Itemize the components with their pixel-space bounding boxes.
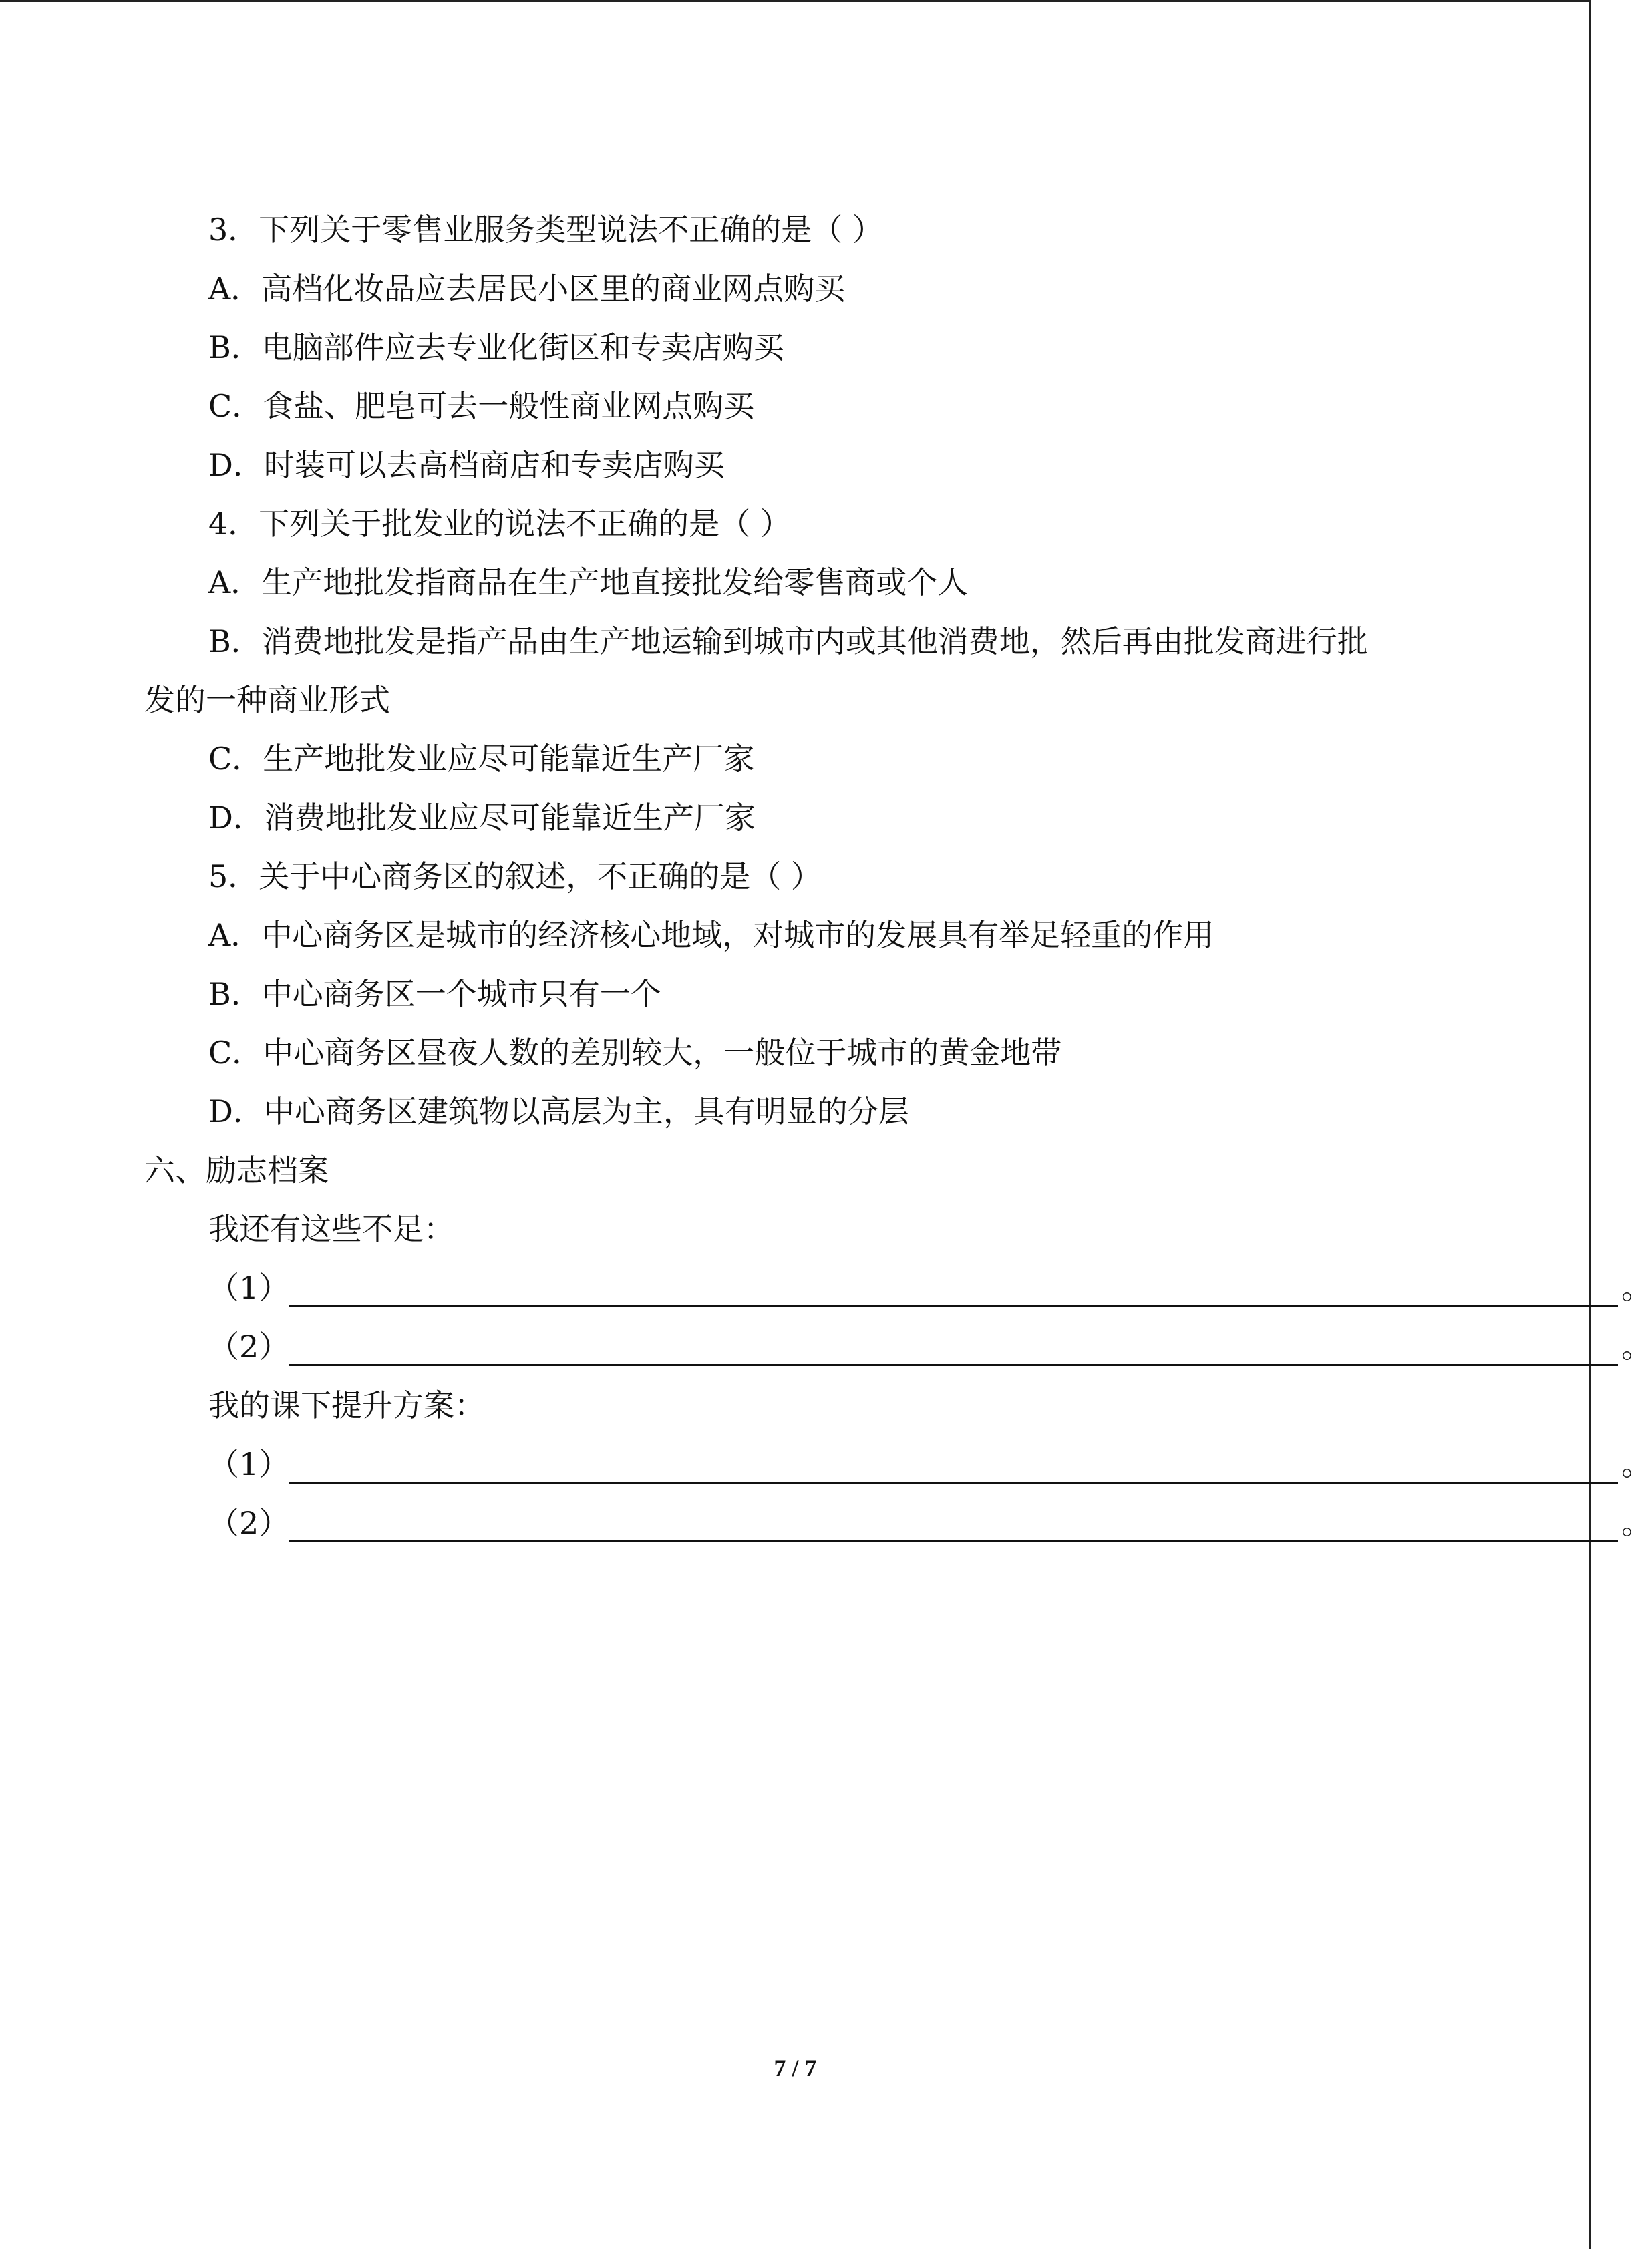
question-3-option-b: B．电脑部件应去专业化街区和专卖店购买 <box>208 329 784 365</box>
question-4-stem: 4．下列关于批发业的说法不正确的是（ ） <box>208 506 791 542</box>
plan-1-label: （1） <box>208 1446 290 1482</box>
plan-1-period: 。 <box>1621 1446 1652 1482</box>
question-4-option-b: B．消费地批发是指产品由生产地运输到城市内或其他消费地，然后再由批发商进行批 <box>208 623 1368 659</box>
shortcoming-2-label: （2） <box>208 1329 290 1365</box>
question-5-stem: 5．关于中心商务区的叙述，不正确的是（ ） <box>208 858 822 894</box>
shortcomings-label: 我还有这些不足： <box>208 1211 454 1247</box>
question-3-option-c: C．食盐、肥皂可去一般性商业网点购买 <box>208 388 755 424</box>
plan-2-label: （2） <box>208 1505 290 1541</box>
shortcoming-1-blank <box>289 1305 1618 1307</box>
question-5-option-a: A．中心商务区是城市的经济核心地域，对城市的发展具有举足轻重的作用 <box>208 917 1214 953</box>
plan-2-blank <box>289 1540 1618 1542</box>
section-title: 六、励志档案 <box>144 1152 329 1188</box>
shortcoming-2-blank <box>289 1364 1618 1366</box>
page-border-top <box>0 0 1591 2</box>
question-4-option-a: A．生产地批发指商品在生产地直接批发给零售商或个人 <box>208 564 969 600</box>
shortcoming-1-label: （1） <box>208 1270 290 1306</box>
shortcoming-1-period: 。 <box>1621 1270 1652 1306</box>
question-3-option-a: A．高档化妆品应去居民小区里的商业网点购买 <box>208 271 846 307</box>
plan-label: 我的课下提升方案： <box>208 1387 485 1423</box>
question-5-option-b: B．中心商务区一个城市只有一个 <box>208 976 661 1012</box>
plan-1-blank <box>289 1482 1618 1484</box>
question-4-option-c: C．生产地批发业应尽可能靠近生产厂家 <box>208 741 755 777</box>
question-5-option-c: C．中心商务区昼夜人数的差别较大，一般位于城市的黄金地带 <box>208 1035 1062 1071</box>
question-3-option-d: D．时装可以去高档商店和专卖店购买 <box>208 447 725 483</box>
plan-2-period: 。 <box>1621 1505 1652 1541</box>
question-3-stem: 3．下列关于零售业服务类型说法不正确的是（ ） <box>208 212 883 248</box>
page-number: 7 / 7 <box>774 2055 817 2081</box>
question-4-option-d: D．消费地批发业应尽可能靠近生产厂家 <box>208 800 756 836</box>
question-5-option-d: D．中心商务区建筑物以高层为主，具有明显的分层 <box>208 1093 909 1130</box>
question-4-option-b-continuation: 发的一种商业形式 <box>144 682 390 718</box>
shortcoming-2-period: 。 <box>1621 1329 1652 1365</box>
page-border-right <box>1589 0 1591 2249</box>
